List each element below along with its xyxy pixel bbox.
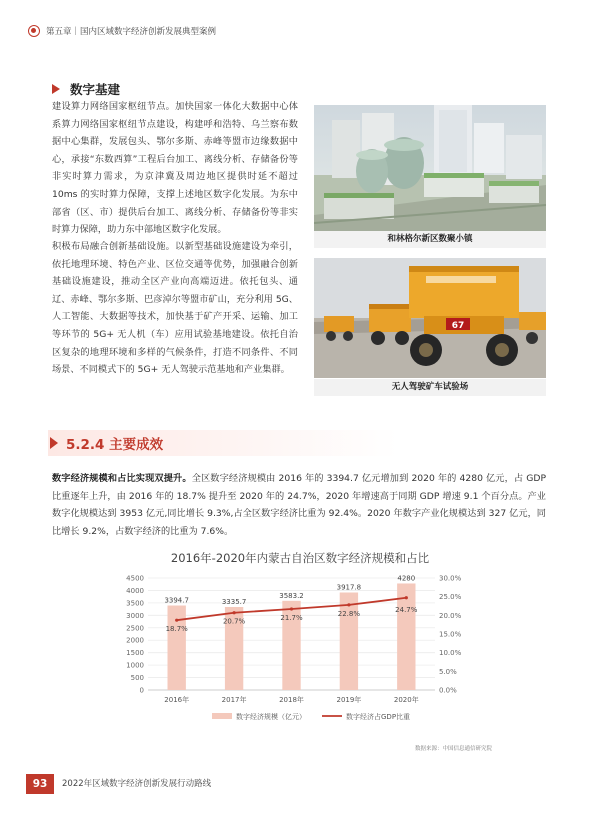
arrow-icon: [52, 84, 60, 94]
bar-value-label: 4280: [397, 574, 416, 583]
section-heading: [52, 80, 120, 98]
line-point: [347, 603, 350, 606]
line-point: [405, 596, 408, 599]
bar: [168, 606, 186, 690]
y-left-tick-label: 2500: [126, 624, 144, 633]
subsection-title: 5.2.4 主要成效: [66, 437, 164, 453]
chapter-title: 第五章｜国内区域数字经济创新发展典型案例: [46, 27, 217, 37]
chart-title: 2016年-2020年内蒙古自治区数字经济规模和占比: [170, 551, 430, 565]
y-right-tick-label: 5.0%: [439, 667, 457, 676]
line-point: [290, 607, 293, 610]
section-title: 数字基建: [70, 82, 121, 97]
y-right-tick-label: 30.0%: [439, 574, 462, 583]
x-tick-label: 2019年: [336, 696, 362, 704]
svg-text:67: 67: [451, 321, 465, 331]
y-right-tick-label: 10.0%: [439, 649, 462, 658]
y-right-tick-label: 20.0%: [439, 611, 462, 620]
y-left-tick-label: 1000: [126, 661, 144, 670]
y-left-tick-label: 3500: [126, 599, 144, 608]
photo-caption-1: 和林格尔新区数聚小镇: [314, 231, 546, 248]
y-left-tick-label: 500: [130, 674, 144, 683]
y-left-tick-label: 0: [139, 686, 144, 695]
page-number: 93: [32, 778, 48, 790]
chapter-logo-icon: [28, 25, 40, 37]
line-point: [233, 611, 236, 614]
photo-data-town: [314, 105, 546, 231]
achievement-body: 全区数字经济规模由 2016 年的 3394.7 亿元增加到 2020 年的 4280 亿元，占 GDP 比重逐年上升，由 2016 年的 18.7% 提升至 2020 年的 24.7%，2020 年增速高于同期 GDP 增速 9.1 个百分点。产业数字化规模达到 3953 亿元,同比增长 9.3%,占全区数字经济比重为 92.4%。2020 年数字产业化规模达到 327 亿元，同比增长 9.2%，占数字经济的比重为 7.6%。: [52, 473, 546, 537]
x-tick-label: 2020年: [393, 696, 419, 704]
y-right-tick-label: 25.0%: [439, 593, 462, 602]
y-left-tick-label: 4500: [126, 574, 144, 583]
y-left-tick-label: 1500: [126, 649, 144, 658]
paragraph-computing-hubs: 建设算力网络国家枢纽节点。加快国家一体化大数据中心体系算力网络国家枢纽节点建设，构建呼和浩特、乌兰察布数据中心集群，发展包头、鄂尔多斯、赤峰等盟市边缘数据中心，承接“东数西算”工程后台加工、离线分析、存储备份等非实时算力需求，为京津冀及周边地区提供时延不超过 10ms 的实时算力保障，支撑上述地区数字化发展。为东中部省（区、市）提供后台加工、离线分析、存储备份等非实时算力保障，助力东中部地区数字化发展。: [52, 101, 298, 236]
legend-label-bar: 数字经济规模（亿元）: [236, 713, 306, 721]
y-left-tick-label: 3000: [126, 611, 144, 620]
photo-caption-2: 无人驾驶矿车试验场: [314, 379, 546, 396]
arrow-icon: [50, 437, 58, 449]
line-value-label: 24.7%: [395, 605, 418, 614]
bar-value-label: 3917.8: [336, 583, 362, 592]
legend-label-line: 数字经济占GDP比重: [346, 713, 411, 721]
bar-value-label: 3335.7: [221, 597, 247, 606]
y-left-tick-label: 2000: [126, 636, 144, 645]
x-tick-label: 2018年: [279, 696, 304, 704]
y-left-tick-label: 4000: [126, 586, 144, 595]
line-value-label: 20.7%: [222, 617, 246, 626]
legend-swatch-bar: [212, 713, 232, 719]
paragraph-achievement: [52, 470, 546, 540]
x-tick-label: 2017年: [221, 696, 247, 704]
bar-value-label: 3394.7: [164, 596, 189, 605]
achievement-lead: 数字经济规模和占比实现双提升。: [52, 473, 192, 484]
bar: [340, 592, 358, 690]
line-value-label: 21.7%: [280, 613, 303, 622]
data-source: 数据来源：中国信息通信研究院: [414, 746, 492, 752]
y-right-tick-label: 0.0%: [439, 686, 457, 695]
chapter-header: [28, 25, 216, 37]
footer-title: 2022年区域数字经济创新发展行动路线: [62, 779, 212, 789]
line-value-label: 18.7%: [165, 625, 188, 634]
page-footer: [0, 774, 600, 796]
line-value-label: 22.8%: [337, 609, 361, 618]
paragraph-fusion-infra: 积极布局融合创新基础设施。以新型基础设施建设为牵引，依托地理环境、特色产业、区位交通等优势，加强融合创新基础设施建设，推动全区产业向高端迈进。依托包头、通辽、赤峰、鄂尔多斯、巴彦淖尔等盟市矿山，充分利用 5G、人工智能、大数据等技术，加快基于矿产开采、运输、加工等环节的 5G+ 无人机（车）应用试验基地建设。依托自治区复杂的地理环境和多样的气候条件，打造不同条件、不同场景、不同模式下的 5G+ 无人驾驶示范基地和产业集群。: [52, 241, 298, 376]
line-point: [175, 619, 178, 622]
x-tick-label: 2016年: [164, 696, 190, 704]
subsection-heading: [48, 430, 548, 456]
photo-mining-trucks: [314, 258, 546, 378]
bar-value-label: 3583.2: [279, 591, 304, 600]
y-right-tick-label: 15.0%: [439, 630, 462, 639]
digital-economy-chart: [110, 566, 490, 738]
